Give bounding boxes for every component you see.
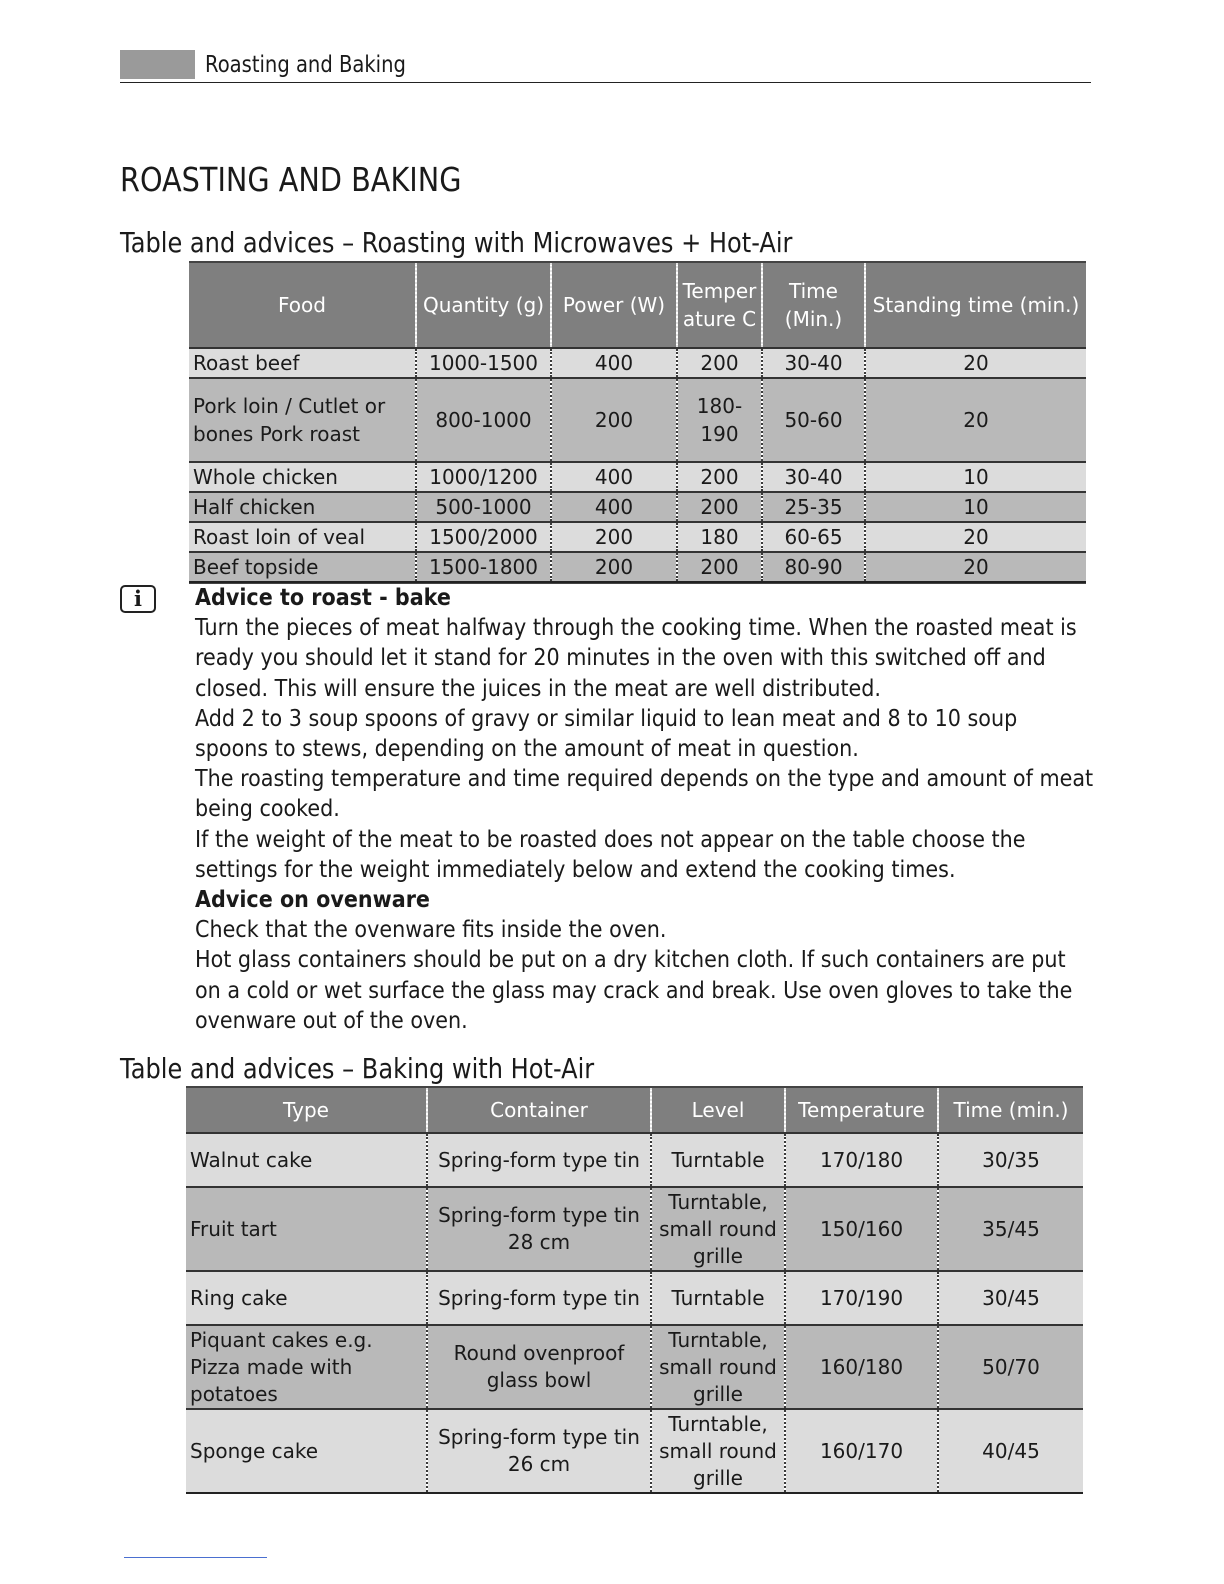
advice-section <box>195 583 1095 1036</box>
roasting-header-row <box>189 262 1086 348</box>
advice-paragraph: Add 2 to 3 soup spoons of gravy or similar liquid to lean meat and 8 to 10 soup spoons to stews, depending on the amount of meat in question. <box>195 705 1018 763</box>
cell-standing-time: 20 <box>865 522 1086 552</box>
table-row <box>186 1271 1083 1325</box>
cell-level: Turntable, small round grille <box>651 1325 785 1409</box>
cell-temperature: 170/180 <box>785 1133 938 1187</box>
roasting-table <box>189 261 1086 583</box>
col-header-temperature: Temperature <box>785 1087 938 1133</box>
cell-time: 80-90 <box>762 552 865 582</box>
cell-time: 40/45 <box>938 1409 1083 1493</box>
cell-time: 35/45 <box>938 1187 1083 1271</box>
col-header-container: Container <box>427 1087 651 1133</box>
table-row <box>186 1187 1083 1271</box>
cell-quantity: 800-1000 <box>416 378 551 462</box>
cell-quantity: 1000/1200 <box>416 462 551 492</box>
advice-paragraph: Check that the ovenware fits inside the oven. <box>195 917 667 944</box>
table-row <box>186 1409 1083 1493</box>
cell-container: Spring-form type tin <box>427 1133 651 1187</box>
cell-type: Ring cake <box>186 1271 427 1325</box>
table-row <box>186 1325 1083 1409</box>
advice-paragraph: If the weight of the meat to be roasted does not appear on the table choose the settings for the weight immediately below and extend the cooking times. <box>195 826 1026 883</box>
col-header-type: Type <box>186 1087 427 1133</box>
table-row <box>186 1133 1083 1187</box>
cell-level: Turntable <box>651 1271 785 1325</box>
cell-food: Whole chicken <box>189 462 416 492</box>
cell-time: 60-65 <box>762 522 865 552</box>
cell-type: Piquant cakes e.g. Pizza made with potatoes <box>186 1325 427 1409</box>
section-header: Roasting and Baking <box>205 52 406 78</box>
cell-temperature: 160/170 <box>785 1409 938 1493</box>
col-header-quantity: Quantity (g) <box>416 262 551 348</box>
cell-level: Turntable, small round grille <box>651 1187 785 1271</box>
baking-table <box>186 1086 1083 1494</box>
table-row <box>189 522 1086 552</box>
cell-food: Roast beef <box>189 348 416 378</box>
table-row <box>189 378 1086 462</box>
cell-food: Pork loin / Cutlet or bones Pork roast <box>189 378 416 462</box>
cell-power: 200 <box>551 522 677 552</box>
cell-standing-time: 20 <box>865 552 1086 582</box>
info-icon: i <box>120 585 156 613</box>
cell-quantity: 500-1000 <box>416 492 551 522</box>
table-row <box>189 348 1086 378</box>
cell-temperature: 200 <box>677 552 762 582</box>
cell-power: 200 <box>551 552 677 582</box>
cell-container: Spring-form type tin <box>427 1271 651 1325</box>
advice-paragraph: Turn the pieces of meat halfway through the cooking time. When the roasted meat is ready you should let it stand for 20 minutes in the oven with this switched off and closed. This will ensure the juices in the meat are well distributed. <box>195 615 1077 702</box>
cell-temperature: 150/160 <box>785 1187 938 1271</box>
header-divider <box>120 82 1091 83</box>
table-row <box>189 462 1086 492</box>
col-header-level: Level <box>651 1087 785 1133</box>
cell-temperature: 200 <box>677 348 762 378</box>
col-header-time: Time (min.) <box>938 1087 1083 1133</box>
col-header-temperature: Temper ature C <box>677 262 762 348</box>
table-row <box>189 552 1086 582</box>
cell-time: 30-40 <box>762 348 865 378</box>
cell-quantity: 1000-1500 <box>416 348 551 378</box>
cell-container: Round ovenproof glass bowl <box>427 1325 651 1409</box>
cell-power: 400 <box>551 492 677 522</box>
cell-standing-time: 20 <box>865 348 1086 378</box>
cell-time: 50-60 <box>762 378 865 462</box>
col-header-time: Time (Min.) <box>762 262 865 348</box>
cell-quantity: 1500-1800 <box>416 552 551 582</box>
baking-subtitle: Table and advices – Baking with Hot-Air <box>120 1052 595 1085</box>
cell-temperature: 160/180 <box>785 1325 938 1409</box>
cell-temperature: 180 <box>677 522 762 552</box>
cell-temperature: 170/190 <box>785 1271 938 1325</box>
cell-time: 30/45 <box>938 1271 1083 1325</box>
col-header-food: Food <box>189 262 416 348</box>
cell-standing-time: 20 <box>865 378 1086 462</box>
cell-standing-time: 10 <box>865 462 1086 492</box>
cell-temperature: 200 <box>677 492 762 522</box>
cell-food: Roast loin of veal <box>189 522 416 552</box>
cell-power: 200 <box>551 378 677 462</box>
cell-food: Half chicken <box>189 492 416 522</box>
page-title: ROASTING AND BAKING <box>120 160 462 199</box>
cell-power: 400 <box>551 462 677 492</box>
cell-temperature: 200 <box>677 462 762 492</box>
table-row <box>189 492 1086 522</box>
cell-food: Beef topside <box>189 552 416 582</box>
cell-level: Turntable <box>651 1133 785 1187</box>
cell-type: Sponge cake <box>186 1409 427 1493</box>
col-header-power: Power (W) <box>551 262 677 348</box>
roasting-subtitle: Table and advices – Roasting with Microwaves + Hot-Air <box>120 226 793 259</box>
cell-temperature: 180-190 <box>677 378 762 462</box>
baking-header-row <box>186 1087 1083 1133</box>
cell-container: Spring-form type tin 26 cm <box>427 1409 651 1493</box>
cell-container: Spring-form type tin 28 cm <box>427 1187 651 1271</box>
advice-ovenware-heading: Advice on ovenware <box>195 887 430 914</box>
cell-standing-time: 10 <box>865 492 1086 522</box>
cell-time: 25-35 <box>762 492 865 522</box>
advice-paragraph: The roasting temperature and time required depends on the type and amount of meat being cooked. <box>195 766 1094 823</box>
header-marker <box>120 50 195 79</box>
footer-rule <box>124 1557 267 1558</box>
cell-power: 400 <box>551 348 677 378</box>
cell-time: 30/35 <box>938 1133 1083 1187</box>
cell-time: 50/70 <box>938 1325 1083 1409</box>
cell-quantity: 1500/2000 <box>416 522 551 552</box>
cell-type: Walnut cake <box>186 1133 427 1187</box>
col-header-standing-time: Standing time (min.) <box>865 262 1086 348</box>
cell-level: Turntable, small round grille <box>651 1409 785 1493</box>
advice-paragraph: Hot glass containers should be put on a dry kitchen cloth. If such containers are put on a cold or wet surface the glass may crack and break. Use oven gloves to take the ovenware out of the oven. <box>195 947 1073 1034</box>
cell-time: 30-40 <box>762 462 865 492</box>
cell-type: Fruit tart <box>186 1187 427 1271</box>
advice-roast-heading: Advice to roast - bake <box>195 585 451 611</box>
